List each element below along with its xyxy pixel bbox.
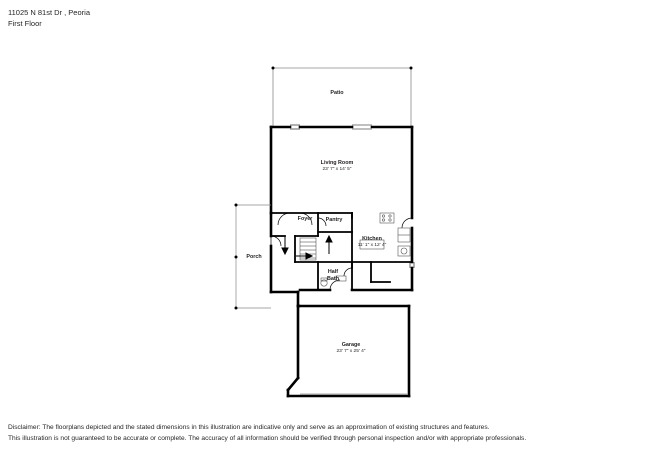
room-label-pantry: Pantry xyxy=(325,217,343,223)
room-label-half-bath: Half Bath xyxy=(327,269,339,283)
room-label-garage: Garage 23' 7" x 25' 4" xyxy=(336,342,366,355)
direction-arrows xyxy=(282,236,332,259)
property-address: 11025 N 81st Dr , Peoria xyxy=(8,8,90,17)
door-swings xyxy=(271,213,412,290)
room-label-kitchen: Kitchen 11' 1" x 12' 4" xyxy=(357,236,387,249)
interior-walls xyxy=(271,213,412,290)
room-label-patio: Patio xyxy=(330,90,344,96)
disclaimer xyxy=(8,422,608,444)
floor-label: First Floor xyxy=(8,18,42,28)
room-label-living-room: Living Room 23' 7" x 14' 5" xyxy=(320,160,354,173)
patio-outline xyxy=(273,68,411,127)
disclaimer-line-1: Disclaimer: The floorplans depicted and the stated dimensions in this illustration are indicative only and serve as an approximation of existing structures and features. xyxy=(8,423,490,431)
disclaimer-line-2: This illustration is not guaranteed to be accurate or complete. The accuracy of all information should be verified through personal inspection and/or with appropriate professionals. xyxy=(8,434,527,442)
room-label-foyer: Foyer xyxy=(297,216,313,222)
room-label-porch: Porch xyxy=(246,254,262,260)
